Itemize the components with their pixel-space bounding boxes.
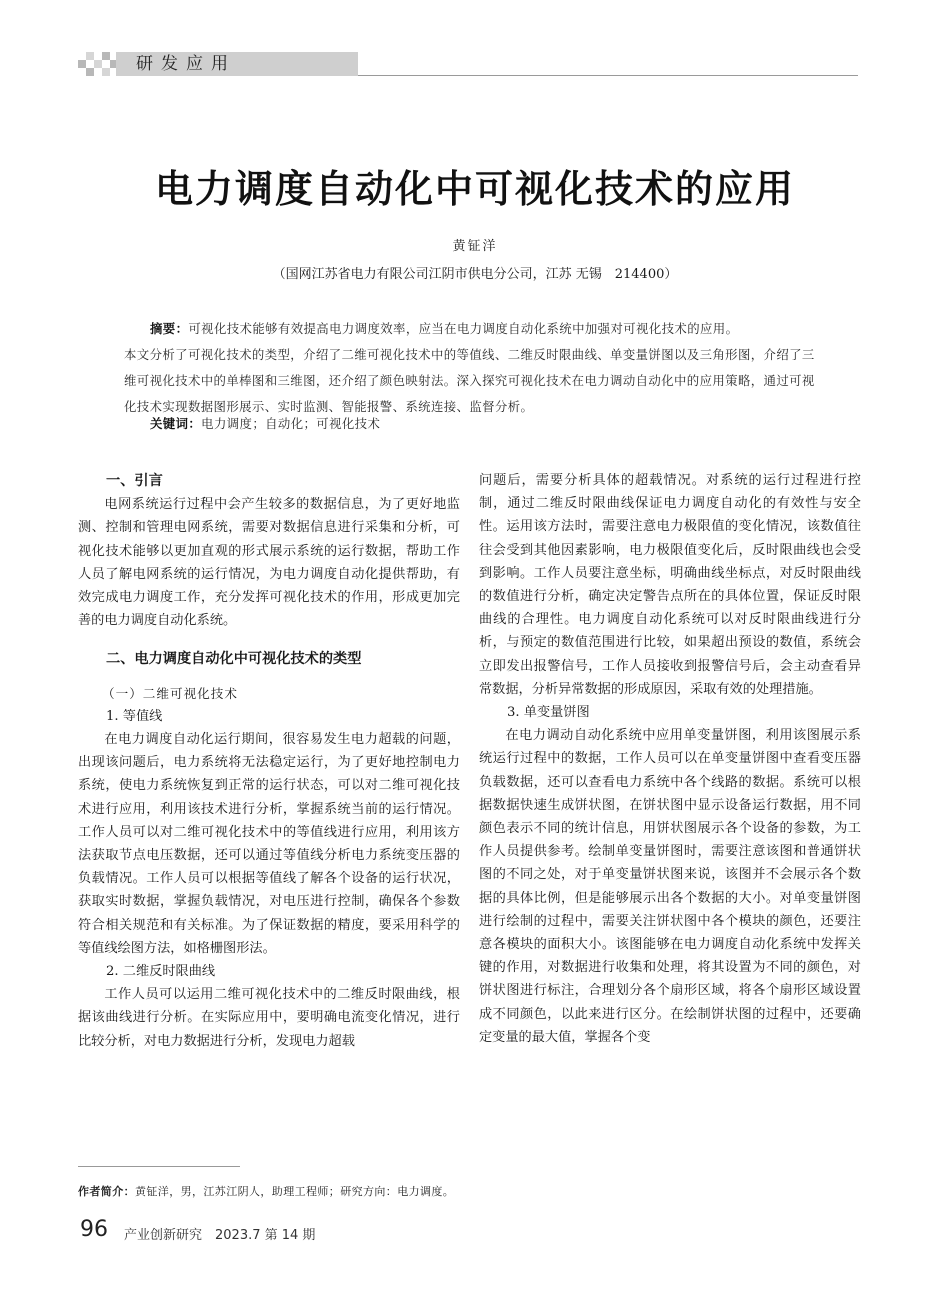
keywords-text: 电力调度；自动化；可视化技术 — [201, 416, 381, 431]
keywords-label: 关键词： — [150, 416, 202, 431]
subheading-2d-visualization: （一）二维可视化技术 — [102, 685, 238, 701]
author-bio-footnote — [78, 1183, 858, 1201]
abstract-text-first: 可视化技术能够有效提高电力调度效率，应当在电力调度自动化系统中加强对可视化技术的应用。 — [188, 321, 739, 336]
subsubheading-inverse-time-curve: 2. 二维反时限曲线 — [106, 964, 216, 980]
abstract-label: 摘要： — [150, 321, 189, 336]
journal-info: 产业创新研究 2023.7 第 14 期 — [124, 1228, 316, 1243]
paragraph-introduction: 电网系统运行过程中会产生较多的数据信息，为了更好地监测、控制和管理电网系统，需要对数据信息进行采集和分析，可视化技术能够以更加直观的形式展示系统的运行数据，帮助工作人员了解电网系统的运行情况，为电力调度自动化提供帮助，有效完成电力调度工作，充分发挥可视化技术的作用，形成更加完善的电力调度自动化系统。 — [78, 497, 460, 629]
footnote-label: 作者简介： — [78, 1185, 135, 1198]
page-number: 96 — [80, 1217, 108, 1242]
abstract — [124, 316, 827, 420]
section-header — [78, 52, 858, 80]
paragraph-pie-chart: 在电力调动自动化系统中应用单变量饼图，利用该图展示系统运行过程中的数据，工作人员可以在单变量饼图中查看变压器负载数据，还可以查看电力系统中各个线路的数据。系统可以根据数据快速生成饼状图，在饼状图中显示设备运行数据，用不同颜色表示不同的统计信息，用饼状图展示各个设备的参数，为工作人员提供参考。绘制单变量饼图时，需要注意该图和普通饼状图的不同之处，对于单变量饼状图来说，该图并不会展示各个数据的具体比例，但是能够展示出各个数据的大小。对单变量饼图进行绘制的过程中，需要关注饼状图中各个模块的颜色，还要注意各模块的面积大小。该图能够在电力调度自动化系统中发挥关键的作用，对数据进行收集和处理，将其设置为不同的颜色，对饼状图进行标注，合理划分各个扇形区域，将各个扇形区域设置成不同颜色，以此来进行区分。在绘制饼状图的过程中，还要确定变量的最大值，掌握各个变 — [479, 728, 861, 1045]
article-title: 电力调度自动化中可视化技术的应用 — [154, 167, 795, 211]
paragraph-inverse-time-curve: 工作人员可以运用二维可视化技术中的二维反时限曲线，根据该曲线进行分析。在实际应用中，要明确电流变化情况，进行比较分析，对电力数据进行分析，发现电力超载 — [78, 987, 460, 1049]
heading-introduction: 一、引言 — [106, 473, 163, 489]
author-affiliation: （国网江苏省电力有限公司江阴市供电分公司，江苏 无锡 214400） — [272, 267, 678, 282]
right-column — [479, 469, 861, 1049]
paragraph-inverse-time-curve-continued: 问题后，需要分析具体的超载情况。对系统的运行过程进行控制，通过二维反时限曲线保证电力调度自动化的有效性与安全性。运用该方法时，需要注意电力极限值的变化情况，该数值往往会受到其他因素影响，电力极限值变化后，反时限曲线也会受到影响。工作人员要注意坐标，明确曲线坐标点，对反时限曲线的数值进行分析，确定决定警告点所在的具体位置，保证反时限曲线的合理性。电力调度自动化系统可以对反时限曲线进行分析，与预定的数值范围进行比较，如果超出预设的数值，系统会立即发出报警信号，工作人员接收到报警信号后，会主动查看异常数据，分析异常数据的形成原因，采取有效的处理措施。 — [479, 473, 861, 697]
footnote-text: 黄钲洋，男，江苏江阴人，助理工程师；研究方向：电力调度。 — [135, 1185, 455, 1198]
section-label: 研发应用 — [116, 52, 358, 76]
author-name: 黄钲洋 — [452, 239, 498, 254]
abstract-text-rest: 本文分析了可视化技术的类型，介绍了二维可视化技术中的等值线、二维反时限曲线、单变量饼图以及三角形图，介绍了三维可视化技术中的单棒图和三维图，还介绍了颜色映射法。深入探究可视化技术在电力调动自动化中的应用策略，通过可视化技术实现数据图形展示、实时监测、智能报警、系统连接、监督分析。 — [124, 347, 815, 414]
keywords — [150, 413, 830, 435]
heading-visualization-types: 二、电力调度自动化中可视化技术的类型 — [106, 651, 362, 668]
paragraph-contour: 在电力调度自动化运行期间，很容易发生电力超载的问题，出现该问题后，电力系统将无法稳定运行，为了更好地控制电力系统，使电力系统恢复到正常的运行状态，可以对二维可视化技术进行应用，利用该技术进行分析，掌握系统当前的运行情况。工作人员可以对二维可视化技术中的等值线进行应用，利用该方法获取节点电压数据，还可以通过等值线分析电力系统变压器的负载情况。工作人员可以根据等值线了解各个设备的运行状况，获取实时数据，掌握负载情况，对电压进行控制，确保各个参数符合相关规范和有关标准。为了保证数据的精度，要采用科学的等值线绘图方法，如格栅图形法。 — [78, 732, 460, 956]
header-rule — [358, 75, 858, 76]
left-column — [78, 470, 460, 1053]
subsubheading-pie-chart: 3. 单变量饼图 — [507, 705, 590, 721]
footnote-rule — [78, 1166, 240, 1167]
subsubheading-contour: 1. 等值线 — [106, 708, 163, 724]
header-decoration — [78, 52, 118, 76]
